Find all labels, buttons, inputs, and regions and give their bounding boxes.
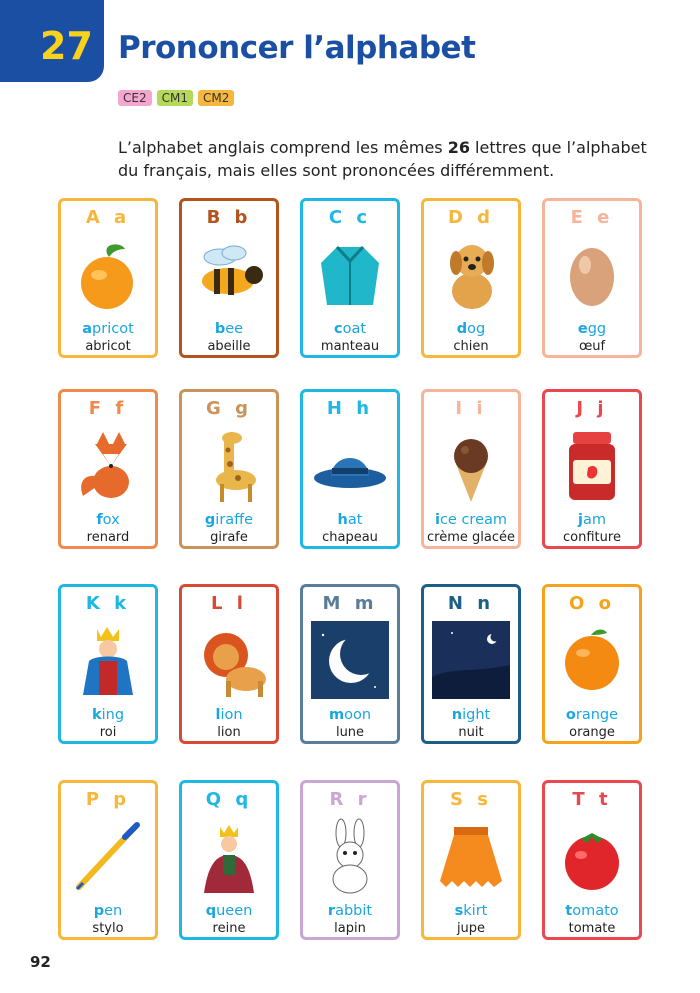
french-word: girafe <box>210 530 248 545</box>
french-word: chapeau <box>322 530 378 545</box>
queen-icon <box>190 817 268 895</box>
card-letter: I i <box>455 398 487 419</box>
english-word <box>545 321 639 337</box>
english-word-initial: t <box>565 903 573 919</box>
french-word: crème glacée <box>427 530 515 545</box>
english-word-rest: at <box>347 512 363 528</box>
alphabet-card <box>421 780 521 940</box>
english-word <box>424 321 518 337</box>
card-letter: F f <box>88 398 128 419</box>
english-word <box>303 707 397 723</box>
english-word <box>545 707 639 723</box>
egg-icon <box>553 235 631 313</box>
english-word <box>303 321 397 337</box>
orange-icon <box>553 621 631 699</box>
english-word-rest: en <box>104 903 123 919</box>
english-word-initial: s <box>454 903 464 919</box>
english-word <box>182 903 276 919</box>
card-letter: L l <box>211 593 247 614</box>
french-word: jupe <box>456 921 486 936</box>
english-word <box>424 512 518 528</box>
card-letter: O o <box>569 593 615 614</box>
card-letter: T t <box>572 789 612 810</box>
alphabet-card <box>300 584 400 744</box>
english-word-rest: iraffe <box>215 512 254 528</box>
english-word <box>61 321 155 337</box>
dog-icon <box>432 235 510 313</box>
english-word <box>424 707 518 723</box>
english-word-initial: f <box>96 512 103 528</box>
english-word <box>61 707 155 723</box>
french-word: manteau <box>320 339 380 354</box>
english-word-initial: q <box>205 903 217 919</box>
card-letter: M m <box>322 593 378 614</box>
card-letter: E e <box>570 207 614 228</box>
card-letter: H h <box>326 398 374 419</box>
french-word: abeille <box>207 339 251 354</box>
lesson-number-tab <box>0 0 104 82</box>
french-word: lion <box>217 725 241 740</box>
english-word <box>303 512 397 528</box>
alphabet-card <box>58 389 158 549</box>
card-letter: B b <box>206 207 252 228</box>
english-word-initial: b <box>214 321 226 337</box>
english-word-initial: k <box>91 707 102 723</box>
english-word-initial: i <box>434 512 440 528</box>
alphabet-card <box>300 780 400 940</box>
english-word <box>303 903 397 919</box>
page-title: Prononcer l’alphabet <box>118 30 476 66</box>
english-word-rest: range <box>575 707 619 723</box>
english-word-initial: d <box>456 321 468 337</box>
english-word-rest: oon <box>344 707 372 723</box>
alphabet-card <box>179 389 279 549</box>
intro-paragraph <box>118 136 658 182</box>
apricot-icon <box>69 235 147 313</box>
alphabet-card <box>179 780 279 940</box>
english-word-rest: ight <box>462 707 491 723</box>
hat-icon <box>311 426 389 504</box>
alphabet-card <box>421 389 521 549</box>
card-letter: D d <box>447 207 495 228</box>
english-word-rest: ce cream <box>439 512 508 528</box>
skirt-icon <box>432 817 510 895</box>
letter-count: 26 <box>447 138 470 157</box>
giraffe-icon <box>190 426 268 504</box>
alphabet-card <box>542 780 642 940</box>
english-word-initial: h <box>337 512 348 528</box>
lion-icon <box>190 621 268 699</box>
alphabet-card <box>542 389 642 549</box>
english-word-rest: am <box>582 512 606 528</box>
alphabet-card <box>300 198 400 358</box>
king-icon <box>69 621 147 699</box>
card-letter: Q q <box>205 789 253 810</box>
english-word <box>545 512 639 528</box>
english-word <box>182 512 276 528</box>
english-word <box>61 903 155 919</box>
tomato-icon <box>553 817 631 895</box>
bee-icon <box>190 235 268 313</box>
card-letter: J j <box>576 398 608 419</box>
french-word: tomate <box>568 921 616 936</box>
card-letter: K k <box>85 593 131 614</box>
english-word-rest: ox <box>102 512 120 528</box>
english-word-initial: m <box>328 707 345 723</box>
french-word: confiture <box>563 530 621 545</box>
french-word: œuf <box>578 339 606 354</box>
english-word-initial: a <box>82 321 93 337</box>
english-word-rest: abbit <box>335 903 373 919</box>
intro-text-end: lettres que l’alphabet du français, mais elles sont prononcées différemment. <box>118 138 647 180</box>
pen-icon <box>69 817 147 895</box>
french-word: lapin <box>334 921 366 936</box>
english-word-initial: n <box>451 707 463 723</box>
alphabet-card <box>421 198 521 358</box>
english-word-rest: omato <box>572 903 619 919</box>
french-word: stylo <box>92 921 124 936</box>
rabbit-icon <box>311 817 389 895</box>
french-word: roi <box>99 725 117 740</box>
level-badge: CM2 <box>198 90 234 106</box>
alphabet-card <box>300 389 400 549</box>
english-word-rest: pricot <box>92 321 134 337</box>
french-word: renard <box>86 530 130 545</box>
english-word-rest: kirt <box>463 903 488 919</box>
alphabet-card <box>421 584 521 744</box>
english-word <box>182 707 276 723</box>
card-letter: C c <box>328 207 372 228</box>
level-badge: CE2 <box>118 90 152 106</box>
english-word <box>61 512 155 528</box>
english-word-rest: ueen <box>216 903 253 919</box>
card-letter: S s <box>450 789 492 810</box>
fox-icon <box>69 426 147 504</box>
french-word: nuit <box>458 725 484 740</box>
english-word-rest: gg <box>587 321 607 337</box>
english-word <box>545 903 639 919</box>
level-badge: CM1 <box>157 90 193 106</box>
french-word: reine <box>212 921 246 936</box>
english-word-rest: ee <box>225 321 244 337</box>
english-word <box>424 903 518 919</box>
level-badges <box>118 90 234 106</box>
english-word-rest: og <box>467 321 486 337</box>
card-letter: N n <box>447 593 495 614</box>
card-letter: P p <box>85 789 131 810</box>
english-word-initial: p <box>93 903 105 919</box>
french-word: lune <box>335 725 365 740</box>
lesson-number: 27 <box>40 24 93 68</box>
moon-icon <box>311 621 389 699</box>
alphabet-card <box>542 198 642 358</box>
french-word: orange <box>569 725 615 740</box>
card-letter: A a <box>85 207 131 228</box>
jam-icon <box>553 426 631 504</box>
alphabet-card <box>179 198 279 358</box>
page-number: 92 <box>30 953 51 971</box>
ice-cream-icon <box>432 426 510 504</box>
english-word-initial: j <box>578 512 583 528</box>
card-letter: R r <box>329 789 371 810</box>
english-word-initial: c <box>333 321 343 337</box>
english-word-rest: oat <box>342 321 367 337</box>
night-icon <box>432 621 510 699</box>
alphabet-card <box>542 584 642 744</box>
french-word: chien <box>453 339 489 354</box>
english-word-initial: o <box>565 707 576 723</box>
english-word-rest: ing <box>101 707 125 723</box>
coat-icon <box>311 235 389 313</box>
intro-text: L’alphabet anglais comprend les mêmes <box>118 138 448 157</box>
english-word-initial: l <box>215 707 221 723</box>
french-word: abricot <box>85 339 131 354</box>
english-word <box>182 321 276 337</box>
english-word-initial: e <box>577 321 588 337</box>
english-word-initial: g <box>204 512 216 528</box>
english-word-initial: r <box>327 903 336 919</box>
english-word-rest: ion <box>220 707 243 723</box>
alphabet-card <box>58 198 158 358</box>
alphabet-card <box>58 780 158 940</box>
alphabet-card <box>179 584 279 744</box>
card-letter: G g <box>206 398 252 419</box>
alphabet-card <box>58 584 158 744</box>
